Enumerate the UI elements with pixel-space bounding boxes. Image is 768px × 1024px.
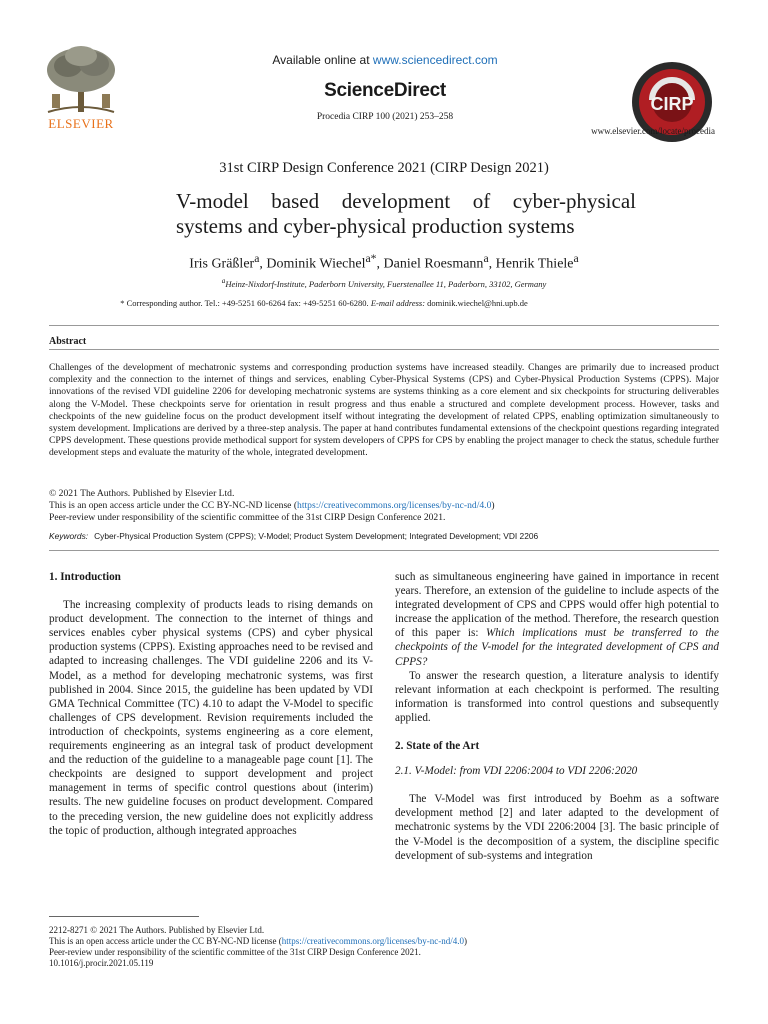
author-name: Iris Gräßler [189,256,255,272]
keywords [49,531,719,541]
corresponding-prefix: * Corresponding author. Tel.: +49-5251 60-6264 fax: +49-5251 60-6280. [120,298,369,308]
corresponding-author [0,298,648,308]
author-sup: a [254,252,260,265]
affiliation [0,277,768,289]
abstract-divider-mid [49,349,719,350]
abstract-text: Challenges of the development of mechatronic systems and corresponding production systems have increased steadily. Changes are primarily due to increased product complexity and the connection to the internet of things and services, enabling Cyber-Physical Systems (CPS) and Cyber-Physical Production Systems (CPPS). Major innovations of the revised VDI guideline 2206 for developing mechatronic systems are systems thinking as a core element and six checkpoints for structuring deliverables along the V-Model. These checkpoints serve for orientation in result progress and thus enable a structured and complete development process. However, tasks and checkpoints of the new guideline focus on the product development itself without integrating the development of related CPPS, enabling optimization simultaneously to system development. Implications are derived by a three-step analysis. The paper at hand contributes fundamental extensions of the checkpoint questions regarding integrated CPPS development. These questions provide methodical support for system developers of CPPS for CPS by enabling the project manager to check the status, schedule further development steps and evaluate the maturity of the whole, integrated development. [49,362,719,459]
abstract-heading: Abstract [49,336,87,347]
intro-paragraph-1: The increasing complexity of products leads to rising demands on product development. The connection to the internet of things and services enables cyber physical systems (CPS) and cyber physical production systems (CPPS). Existing approaches need to be revised and adapted to increasing challenges. The VDI guideline 2206 and its V-Model, as a method for developing mechatronic systems, was first published in 2004. Since 2015, the guideline has been updated by VDI GMA Technical Committee (TC) 4.10 to adapt the V-Model to specific challenges of CPS development. Revision requirements included the introduction of checkpoints, systems engineering as a core element, requirements engineering as an integral task of product development and the reduction of the guideline to a manageable page count [1]. The checkpoints are designed to support development and project management in terms of specific control questions about (interim) results. The new guideline focuses on product development. Compared to the preceding version, the new guideline does not explicitly address the topic of production, although integrated approaches [49,599,373,837]
email-label: E-mail address: [370,298,426,308]
spacer [395,753,719,764]
license-suffix: ) [491,500,495,512]
available-online [150,53,620,67]
license-link[interactable]: https://creativecommons.org/licenses/by-nc-nd/4.0 [297,500,492,512]
author-name: Henrik Thiele [495,256,574,272]
abstract-divider-bottom [49,550,719,551]
footer-license-suffix: ) [463,936,467,946]
abstract-copyright [49,488,719,525]
footer-license-link[interactable]: https://creativecommons.org/licenses/by-nc-nd/4.0 [281,936,464,946]
spacer [395,778,719,792]
publisher-wordmark: ELSEVIER [48,116,114,131]
journal-name: ScienceDirect [324,80,446,101]
journal-url[interactable]: www.elsevier.com/locate/procedia [591,126,715,136]
keywords-label: Keywords: [49,531,89,541]
section-heading-state-of-art: 2. State of the Art [395,740,480,753]
author-sup: a [483,252,489,265]
footer-doi[interactable]: 10.1016/j.procir.2021.05.119 [49,958,154,968]
subsection-heading-v-model: 2.1. V-Model: from VDI 2206:2004 to VDI 2206:2020 [395,765,638,778]
section-heading-introduction: 1. Introduction [49,571,121,583]
sciencedirect-link[interactable]: www.sciencedirect.com [372,53,498,67]
paper-title [176,189,636,239]
state-of-art-paragraph-1: The V-Model was first introduced by Boehm as a software development method [2] and later adapted to the development of mechatronic systems by the VDI 2206:2004 [3]. The basic principle of the V-Model is the decomposition of a system, the discipline specific development of sub-systems and integration [395,793,719,862]
cirp-logo-text: CIRP [650,94,694,114]
affiliation-sup: a [221,277,226,285]
footer-issn: 2212-8271 © 2021 The Authors. Published by Elsevier Ltd. [49,925,265,935]
title-line-2: systems and cyber-physical production systems [176,214,575,238]
footer-license [49,936,719,947]
intro-paragraph-1-continued-text: such as simultaneous engineering have gained in importance in recent years. Therefore, an extension of the guideline to include aspects of the integrated development of CPS and CPPS would offer high potential to increase the application of the method. Therefore, the research question of this paper is: [395,571,719,640]
right-column [395,570,719,863]
author-sup: a [573,252,579,265]
email-address[interactable]: dominik.wiechel@hni.upb.de [427,298,528,308]
research-question: Which implications must be transferred to the checkpoints of the V-model for the integrated development of CPS and CPPS? [395,627,719,668]
footer [49,925,719,969]
author-sup: a* [365,252,377,265]
available-prefix: Available online at [272,53,373,67]
spacer [395,725,719,739]
affiliation-text: Heinz-Nixdorf-Institute, Paderborn University, Fuerstenallee 11, Paderborn, 33102, Germany [225,278,547,289]
footer-divider [49,916,199,917]
intro-paragraph-2: To answer the research question, a literature analysis to identify relevant information at each checkpoint is performed. The resulting information is transformed into control questions and subsequently applied. [395,669,719,724]
peer-review-line: Peer-review under responsibility of the scientific committee of the 31st CIRP Design Conference 2021. [49,512,446,524]
footer-license-prefix: This is an open access article under the CC BY-NC-ND license ( [49,936,282,946]
spacer [49,584,373,598]
footer-peer-review: Peer-review under responsibility of the scientific committee of the 31st CIRP Design Conference 2021. [49,947,421,957]
keywords-text: Cyber-Physical Production System (CPPS); V-Model; Product System Development; Integrated Development; VDI 2206 [94,531,539,541]
author-list: Iris Gräßler$^a$, Dominik Wiechel$^{a*}$, Daniel Roesmann$^a$, Henrik Thiele$^a$ [189,252,579,272]
intro-paragraph-1-continued [395,570,719,669]
license-line [49,500,719,512]
journal-issue: Procedia CIRP 100 (2021) 253–258 [316,112,454,122]
copyright-line: © 2021 The Authors. Published by Elsevier Ltd. [49,488,235,499]
license-prefix: This is an open access article under the CC BY-NC-ND license ( [49,500,298,512]
author-name: Dominik Wiechel [266,256,366,272]
abstract-divider-top [49,325,719,326]
conference-name: 31st CIRP Design Conference 2021 (CIRP Design 2021) [219,160,549,176]
left-column [49,570,373,838]
title-line-1: V-model based development of cyber-physical [176,189,636,213]
author-name: Daniel Roesmann [383,256,484,272]
